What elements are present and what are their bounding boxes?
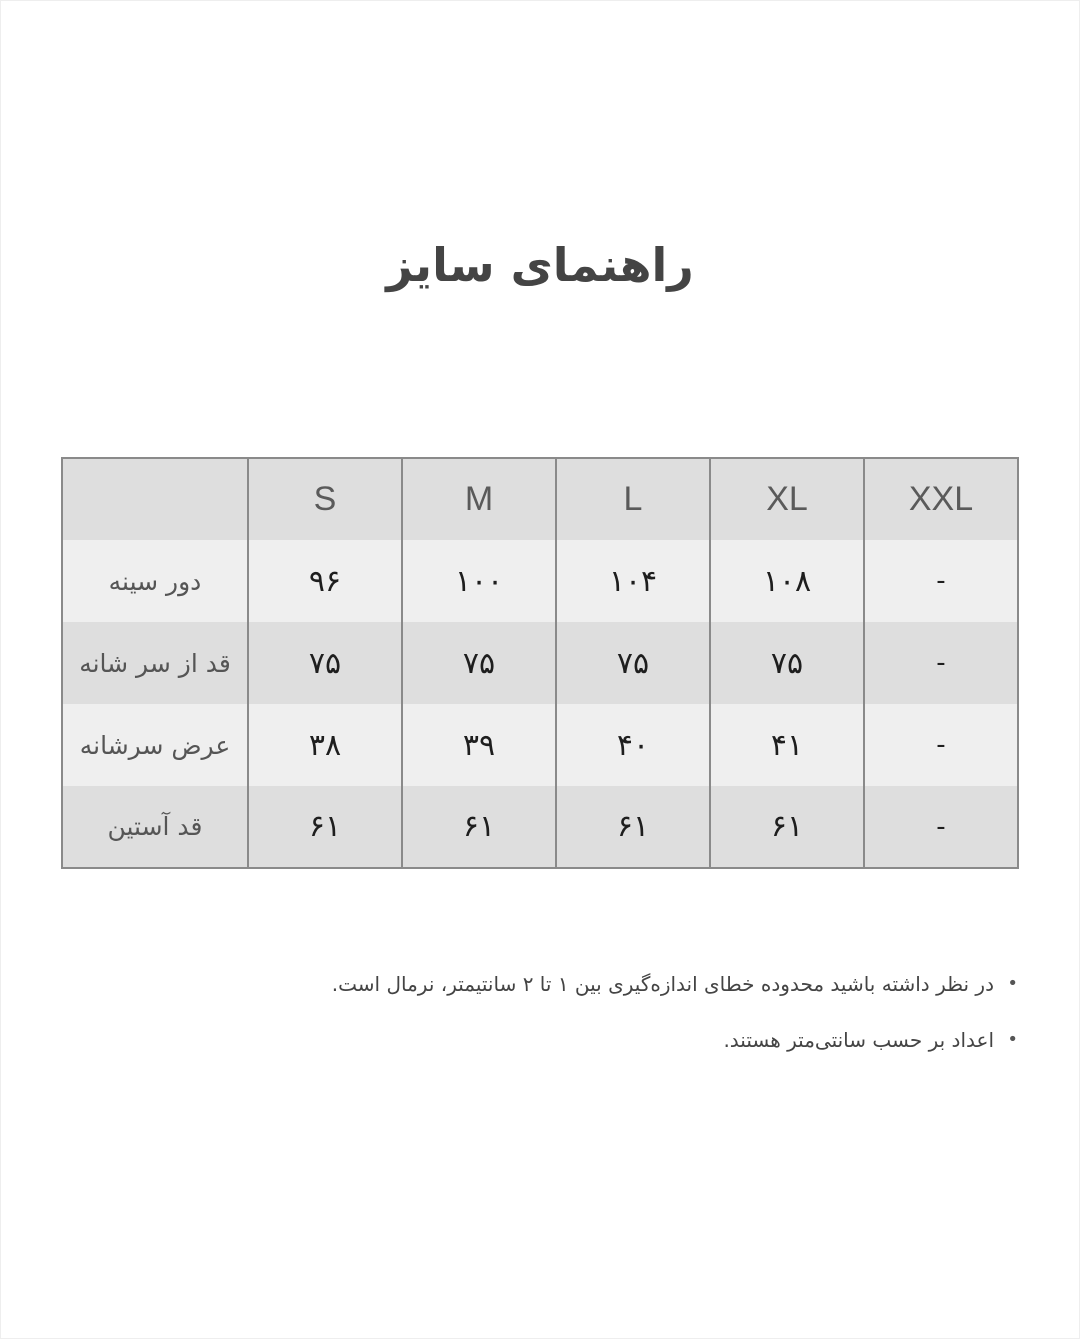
table-cell: - [864, 704, 1018, 786]
table-cell: ۷۵ [556, 622, 710, 704]
row-label-chest: دور سینه [62, 540, 248, 622]
bullet-icon: • [1007, 1029, 1018, 1050]
table-row [62, 704, 1018, 786]
row-label-shoulder: عرض سرشانه [62, 704, 248, 786]
size-header-xxl: XXL [864, 458, 1018, 540]
table-cell: ۷۵ [248, 622, 402, 704]
table-cell: ۶۱ [248, 786, 402, 868]
table-cell: ۱۰۰ [402, 540, 556, 622]
table-cell: ۱۰۴ [556, 540, 710, 622]
table-cell: ۶۱ [710, 786, 864, 868]
size-header-m: M [402, 458, 556, 540]
size-header-l: L [556, 458, 710, 540]
table-cell: ۱۰۸ [710, 540, 864, 622]
table-cell: - [864, 786, 1018, 868]
table-cell: ۴۱ [710, 704, 864, 786]
list-item [258, 1018, 1018, 1074]
table-row [62, 622, 1018, 704]
table-row [62, 540, 1018, 622]
page-title: راهنمای سایز [386, 238, 694, 292]
size-header-s: S [248, 458, 402, 540]
table-cell: ۶۱ [556, 786, 710, 868]
table-cell: ۳۹ [402, 704, 556, 786]
size-header-xl: XL [710, 458, 864, 540]
table-row [62, 786, 1018, 868]
table-cell: - [864, 540, 1018, 622]
notes-list [258, 962, 1018, 1074]
table-cell: ۷۵ [710, 622, 864, 704]
corner-cell [62, 458, 248, 540]
table-cell: - [864, 622, 1018, 704]
bullet-icon: • [1007, 973, 1018, 994]
table-cell: ۹۶ [248, 540, 402, 622]
table-cell: ۷۵ [402, 622, 556, 704]
row-label-length: قد از سر شانه [62, 622, 248, 704]
table-cell: ۴۰ [556, 704, 710, 786]
note-text: در نظر داشته باشید محدوده خطای اندازه‌گیری بین ۱ تا ۲ سانتیمتر، نرمال است. [331, 972, 994, 996]
note-text: اعداد بر حسب سانتی‌متر هستند. [723, 1028, 994, 1052]
table-cell: ۶۱ [402, 786, 556, 868]
table-header-row [62, 458, 1018, 540]
row-label-sleeve: قد آستین [62, 786, 248, 868]
size-table [61, 457, 1019, 869]
list-item [258, 962, 1018, 1018]
table-cell: ۳۸ [248, 704, 402, 786]
